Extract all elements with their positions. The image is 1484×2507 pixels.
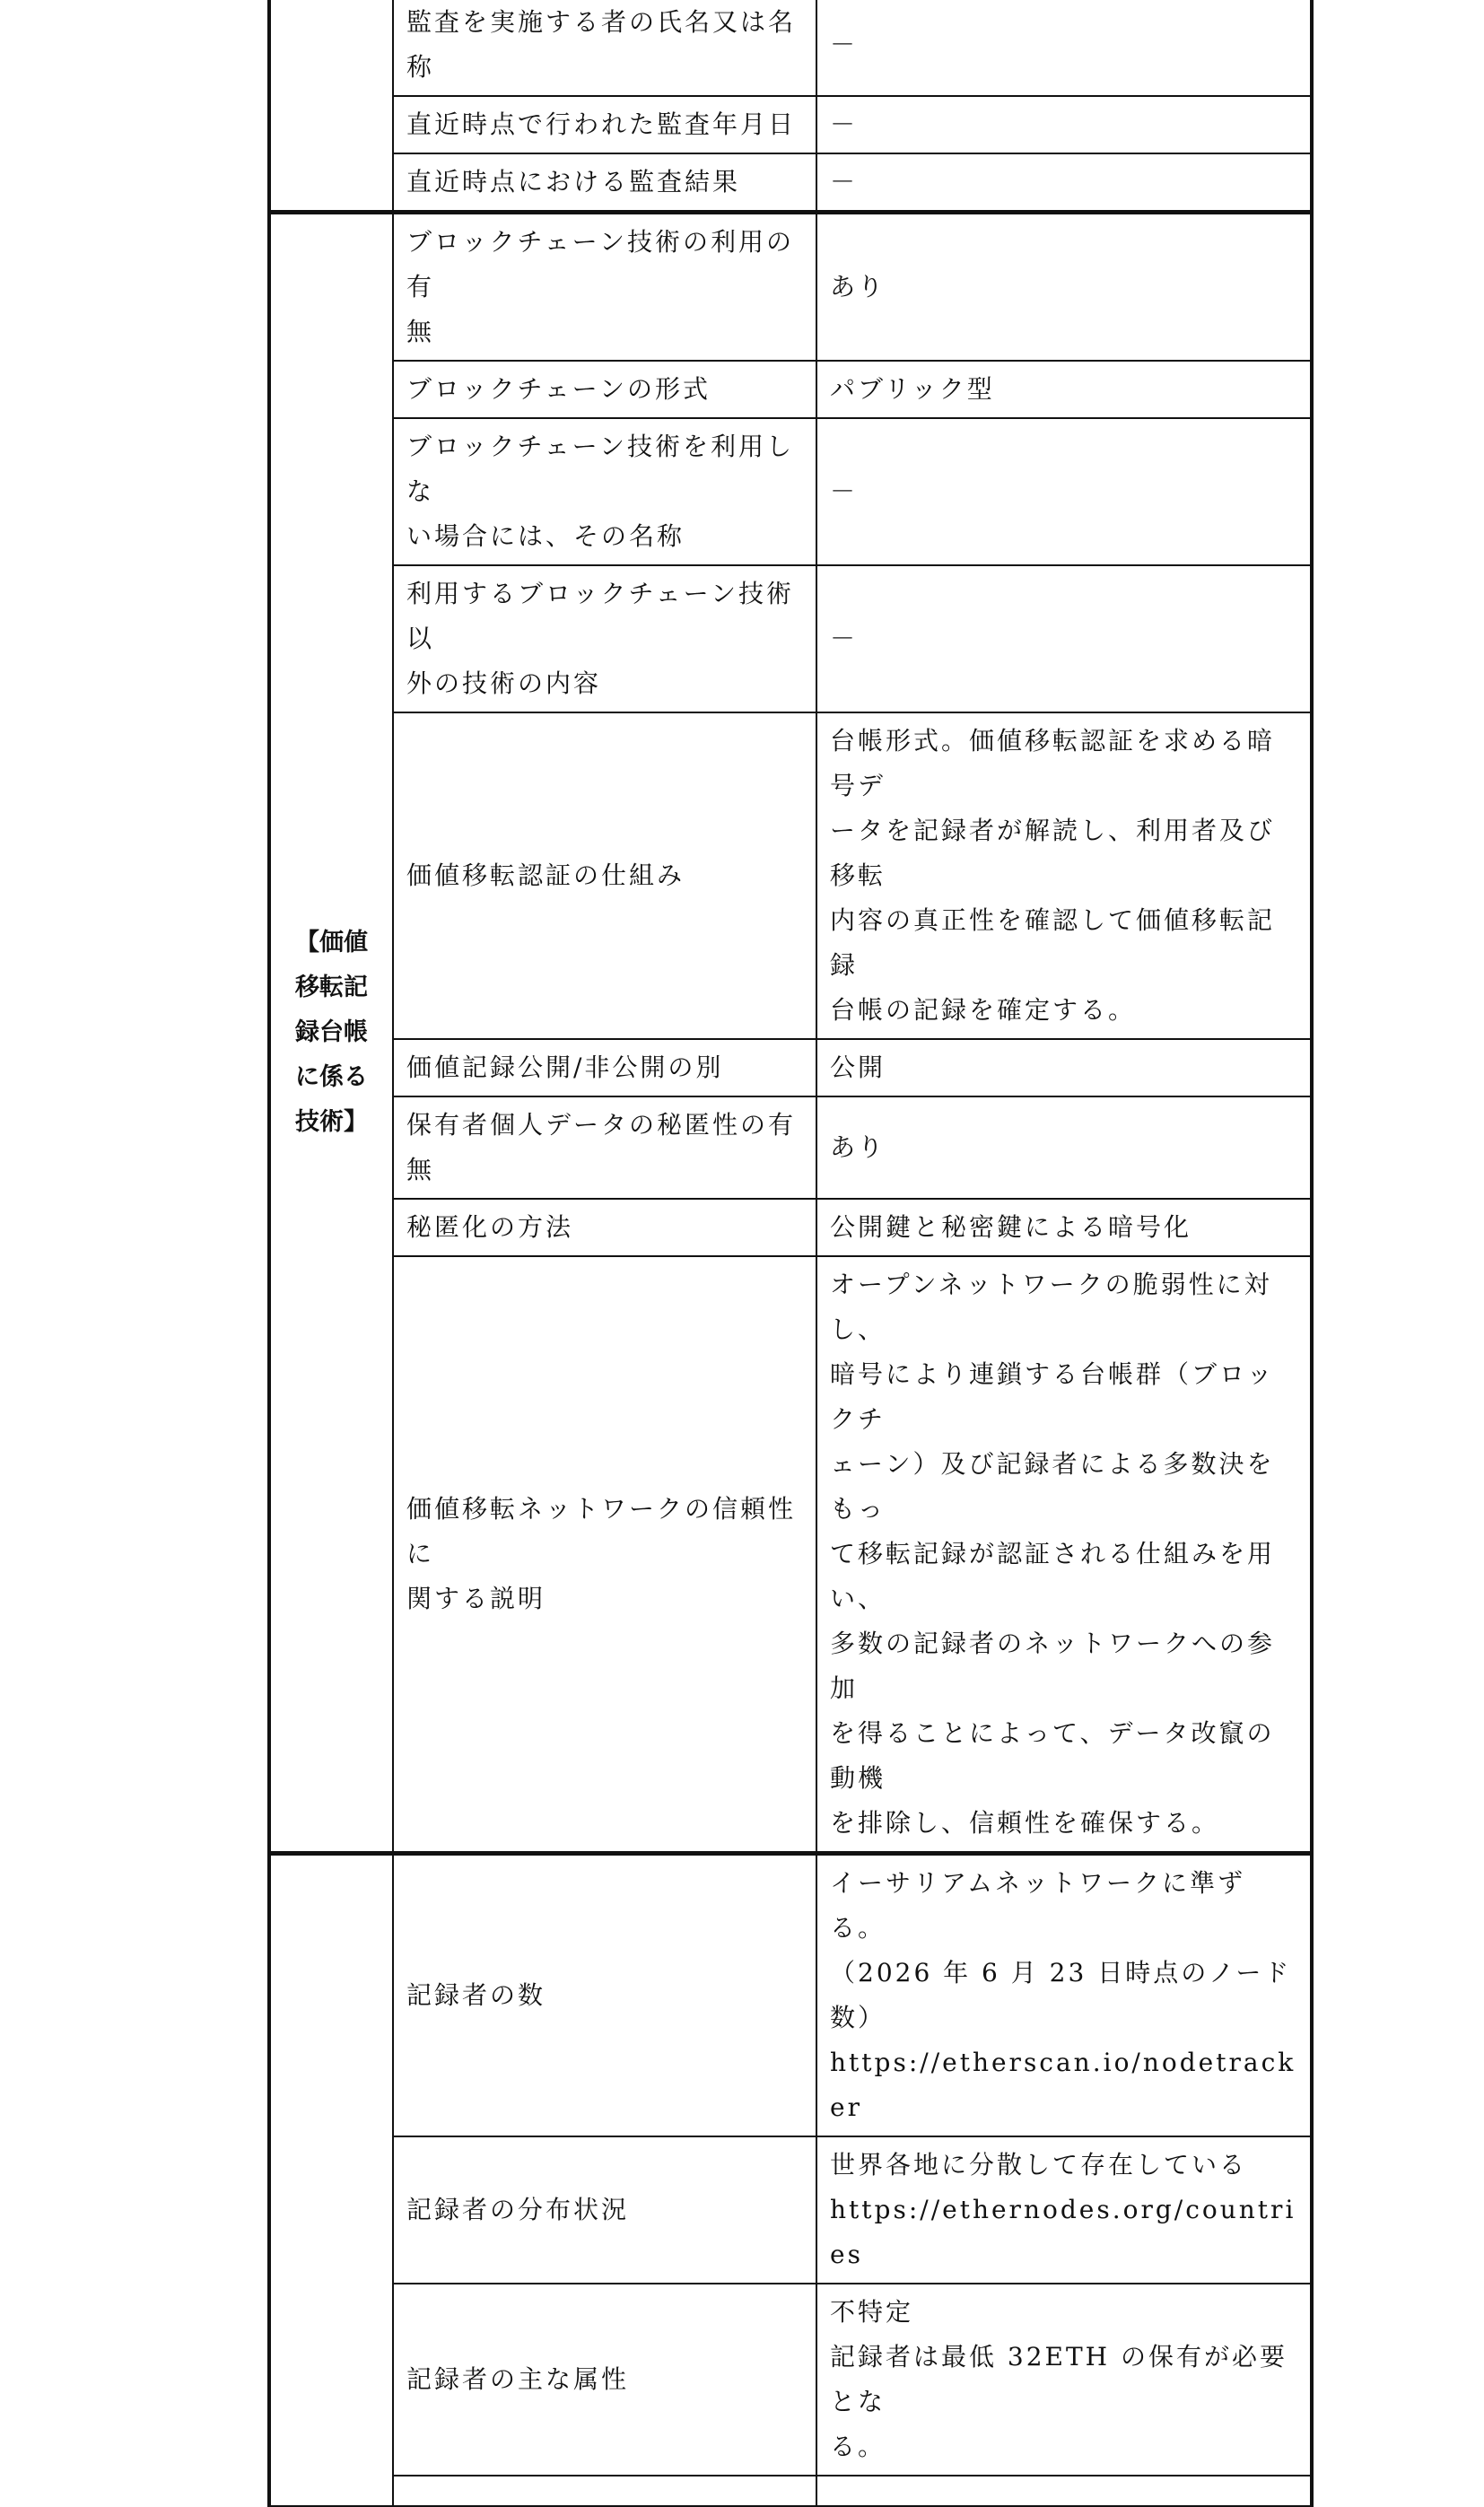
label-line: 記録者の数: [406, 1980, 546, 2010]
value-line: 内容の真正性を確認して価値移転記録: [830, 905, 1276, 980]
row-label: [393, 1199, 816, 1256]
row-value: [816, 1039, 1312, 1096]
row-value: [816, 1256, 1312, 1854]
table-row: [269, 213, 1312, 362]
row-value: －: [816, 153, 1312, 213]
category-label-line: に係る: [295, 1063, 368, 1091]
table-row: [269, 1039, 1312, 1096]
category-cell-recorders: [269, 1854, 393, 2507]
row-value: [816, 1096, 1312, 1199]
table-row: [269, 1199, 1312, 1256]
category-label-line: 移転記: [295, 974, 368, 1001]
countries-link[interactable]: https://ethernodes.org/countries: [830, 2195, 1296, 2269]
category-label-line: 【価値: [295, 929, 368, 957]
nodetracker-link[interactable]: https://etherscan.io/nodetracker: [830, 2048, 1296, 2122]
value-line: －: [830, 624, 859, 653]
value-line: ェーン）及び記録者による多数決をもっ: [830, 1449, 1275, 1524]
table-row: [269, 2476, 1312, 2506]
label-line: 価値移転認証の仕組み: [406, 860, 685, 890]
value-line: 不特定: [830, 2297, 914, 2327]
value-line: パブリック型: [830, 374, 995, 404]
value-line: 世界各地に分散して存在している: [830, 2150, 1248, 2179]
value-line: （2026 年 6 月 23 日時点のノード数）: [830, 1958, 1292, 2032]
row-label: [393, 1256, 816, 1854]
table-row: [269, 2136, 1312, 2284]
value-line: て移転記録が認証される仕組みを用い、: [830, 1539, 1276, 1613]
table-row: [269, 1854, 1312, 2137]
table-row: [269, 565, 1312, 712]
row-label: [393, 1096, 816, 1199]
category-label-line: 技術】: [295, 1108, 368, 1136]
table-row: [269, 1256, 1312, 1854]
label-line: ブロックチェーンの形式: [406, 374, 711, 404]
value-line: る。: [830, 2432, 886, 2461]
label-line: い場合には、その名称: [406, 521, 685, 551]
row-label: [393, 213, 816, 362]
label-line: ブロックチェーン技術の利用の有: [406, 227, 795, 301]
row-label: [393, 361, 816, 418]
row-value: －: [816, 96, 1312, 153]
row-value: [816, 2136, 1312, 2284]
row-value: [816, 1854, 1312, 2137]
label-line: 価値記録公開/非公開の別: [406, 1053, 724, 1082]
row-value: [816, 418, 1312, 565]
row-value: [816, 712, 1312, 1039]
value-line: 台帳形式。価値移転認証を求める暗号デ: [830, 726, 1276, 800]
table-row: [269, 418, 1312, 565]
row-label: 直近時点で行われた監査年月日: [393, 96, 816, 153]
value-line: オープンネットワークの脆弱性に対し、: [830, 1270, 1272, 1344]
value-line: －: [830, 476, 859, 506]
category-cell-audit: [269, 0, 393, 213]
value-line: 台帳の記録を確定する。: [830, 995, 1137, 1025]
value-line: あり: [830, 1132, 886, 1162]
label-line: ブロックチェーン技術を利用しな: [406, 432, 795, 506]
label-line: 関する説明: [406, 1584, 546, 1613]
table-row: [269, 712, 1312, 1039]
row-label: [393, 2476, 816, 2506]
label-line: 秘匿化の方法: [406, 1212, 574, 1242]
row-label: [393, 2136, 816, 2284]
value-line: イーサリアムネットワークに準ずる。: [830, 1868, 1246, 1943]
row-value: [816, 361, 1312, 418]
table-row: [269, 361, 1312, 418]
category-cell-technology: [269, 213, 393, 1854]
row-label: [393, 712, 816, 1039]
table-row: [269, 2284, 1312, 2476]
row-label: 直近時点における監査結果: [393, 153, 816, 213]
value-line: あり: [830, 272, 886, 301]
table-row: [269, 96, 1312, 153]
category-label-line: 録台帳: [295, 1018, 368, 1046]
row-label: [393, 1039, 816, 1096]
value-line: 公開: [830, 1053, 886, 1082]
row-value: [816, 1199, 1312, 1256]
label-line: 保有者個人データの秘匿性の有無: [406, 1110, 797, 1184]
value-line: 公開鍵と秘密鍵による暗号化: [830, 1212, 1192, 1242]
row-label: [393, 1854, 816, 2137]
table-row: [269, 153, 1312, 213]
label-line: 無: [406, 317, 435, 346]
value-line: 記録者は最低 32ETH の保有が必要とな: [830, 2342, 1288, 2416]
row-value: [816, 2284, 1312, 2476]
label-line: 記録者の分布状況: [406, 2195, 630, 2224]
table-row: [269, 0, 1312, 96]
disclosure-table: [267, 0, 1314, 2507]
row-value: [816, 213, 1312, 362]
row-label: 監査を実施する者の氏名又は名称: [393, 0, 816, 96]
row-label: [393, 418, 816, 565]
row-value: －: [816, 0, 1312, 96]
row-value: [816, 565, 1312, 712]
row-label: [393, 565, 816, 712]
label-line: 外の技術の内容: [406, 668, 602, 698]
value-line: を排除し、信頼性を確保する。: [830, 1808, 1220, 1838]
label-line: 利用するブロックチェーン技術以: [406, 579, 795, 653]
row-label: [393, 2284, 816, 2476]
label-line: 価値移転ネットワークの信頼性に: [406, 1494, 797, 1568]
value-line: を得ることによって、データ改竄の動機: [830, 1718, 1275, 1793]
value-line: 暗号により連鎖する台帳群（ブロックチ: [830, 1359, 1275, 1434]
label-line: 記録者の主な属性: [406, 2364, 630, 2394]
value-line: ータを記録者が解読し、利用者及び移転: [830, 816, 1276, 890]
row-value: [816, 2476, 1312, 2506]
table-row: [269, 1096, 1312, 1199]
value-line: 多数の記録者のネットワークへの参加: [830, 1629, 1276, 1703]
